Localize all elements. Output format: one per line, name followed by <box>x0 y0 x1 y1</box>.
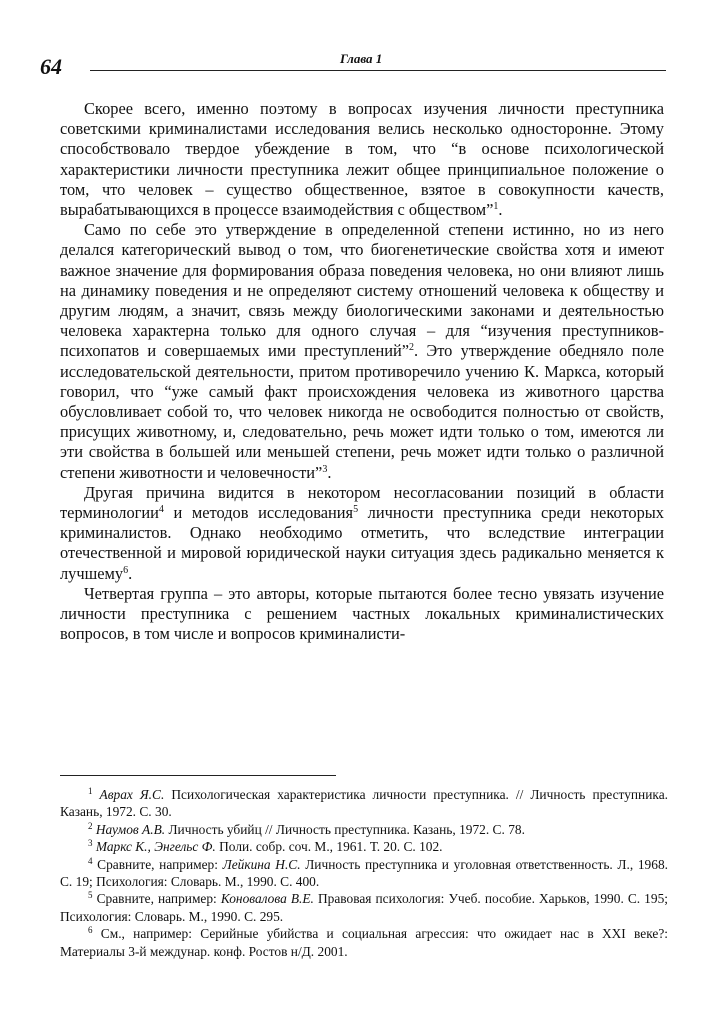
footnote <box>60 925 668 960</box>
footnote-ref: 3 <box>322 463 328 475</box>
footnote-number: 2 <box>88 820 93 831</box>
footnote-number: 5 <box>88 890 93 901</box>
header-rule <box>90 70 666 71</box>
footnote-ref: 5 <box>353 504 359 516</box>
footnote-number: 4 <box>88 855 93 866</box>
paragraph <box>60 483 664 584</box>
footnote-ref: 4 <box>158 504 164 516</box>
paragraph <box>60 584 664 645</box>
paragraph-text: . <box>128 563 133 583</box>
footnote-text: Поли. собр. соч. М., 1961. Т. 20. С. 102. <box>215 839 443 855</box>
footnote-text: Психологическая характеристика личности преступника. // Личность преступника. Казань, 1972. С. 30. <box>60 787 668 820</box>
footnote-text: Сравните, например: <box>96 891 221 907</box>
footnote-ref: 2 <box>409 342 415 354</box>
footnote <box>60 856 668 891</box>
footnote-ref: 6 <box>123 564 129 576</box>
footnote-number: 3 <box>88 838 93 849</box>
body-text <box>60 99 664 644</box>
footnote-text: Сравните, например: <box>97 856 223 872</box>
footnote-text: Личность преступника и уголовная ответственность. Л., 1968. С. 19; Психология: Словарь. М., 1990. С. 400. <box>60 856 668 890</box>
footnote-number: 1 <box>88 786 93 796</box>
footnote <box>60 838 668 855</box>
paragraph-text: . Это утверждение обедняло поле исследовательской деятельности, притом противоречило учению К. Маркса, который говорил, что “уже самый факт происхождения человека из животного царства обусловливает собой то, что человек никогда не освободится полностью от свойств, присущих животному, и, следовательно, речь может идти только о том, имеются ли эти свойства в большей или меньшей степени, речь может идти только о различной степени животности и человечности” <box>60 341 664 482</box>
footnote-author: Коновалова В.Е. <box>220 891 314 907</box>
paragraph <box>60 99 664 220</box>
footnote-author: Наумов А.В. <box>95 821 166 837</box>
footnote-author: Маркс К., Энгельс Ф. <box>95 839 216 855</box>
footnote-text: Личность убийц // Личность преступника. Казань, 1972. С. 78. <box>165 821 525 837</box>
paragraph-text: Скорее всего, именно поэтому в вопросах изучения личности преступника советскими криминалистами исследования велись несколько односторонне. Этому способствовало твердое убеждение в том, что “в основе психологической характеристики личности преступника лежит общее принципиальное положение о том, что человек – существо общественное, взятое в совокупности качеств, вырабатывающихся в процессе взаимодействия с обществом” <box>60 99 664 220</box>
paragraph-text: Четвертая группа – это авторы, которые пытаются более тесно увязать изучение личности преступника с решением частных локальных криминалистических вопросов, в том числе и вопросов криминалисти- <box>60 583 664 644</box>
footnote-text: См., например: Серийные убийства и социальная агрессия: что ожидает нас в XXI веке?: Материалы 3-й междунар. конф. Ростов н/Д. 2001. <box>60 926 668 959</box>
running-head: Глава 1 <box>340 51 383 66</box>
footnote-ref: 1 <box>493 201 499 213</box>
footnote-text: Правовая психология: Учеб. пособие. Харьков, 1990. С. 195; Психология: Словарь. М., 1990. С. 295. <box>60 891 668 924</box>
paragraph-text: . <box>327 462 332 482</box>
footnote <box>60 821 668 838</box>
footnotes <box>60 786 668 960</box>
paragraph-text: личности преступника среди некоторых криминалистов. Однако необходимо отметить, что вследствие интеграции отечественной и мировой юридической науки ситуация здесь радикально меняется к лучшему <box>60 503 664 583</box>
paragraph-text: . <box>498 200 503 220</box>
footnote-author: Аврах Я.С. <box>99 787 165 802</box>
footnote <box>60 890 668 925</box>
paragraph-text: и методов исследования <box>163 503 354 523</box>
footnote <box>60 786 668 821</box>
paragraph-text: Само по себе это утверждение в определенной степени истинно, но из него делался категорический вывод о том, что биогенетические свойства хотя и имеют важное значение для формирования образа поведения человека, но они влияют лишь на динамику поведения и не определяют систему отношений человека к обществу и другим людям, а значит, связь между биологическими законами и деятельностью человека характерна только для одного случая – для “изучения преступников-психопатов и совершаемых ими преступлений” <box>60 220 664 361</box>
footnote-number: 6 <box>88 925 93 936</box>
paragraph <box>60 220 664 483</box>
paragraph-text: Другая причина видится в некотором несогласовании позиций в области терминологии <box>60 482 664 523</box>
footnote-rule <box>60 775 336 776</box>
footnote-author: Лейкина Н.С. <box>222 856 301 872</box>
page-number: 64 <box>40 54 62 79</box>
